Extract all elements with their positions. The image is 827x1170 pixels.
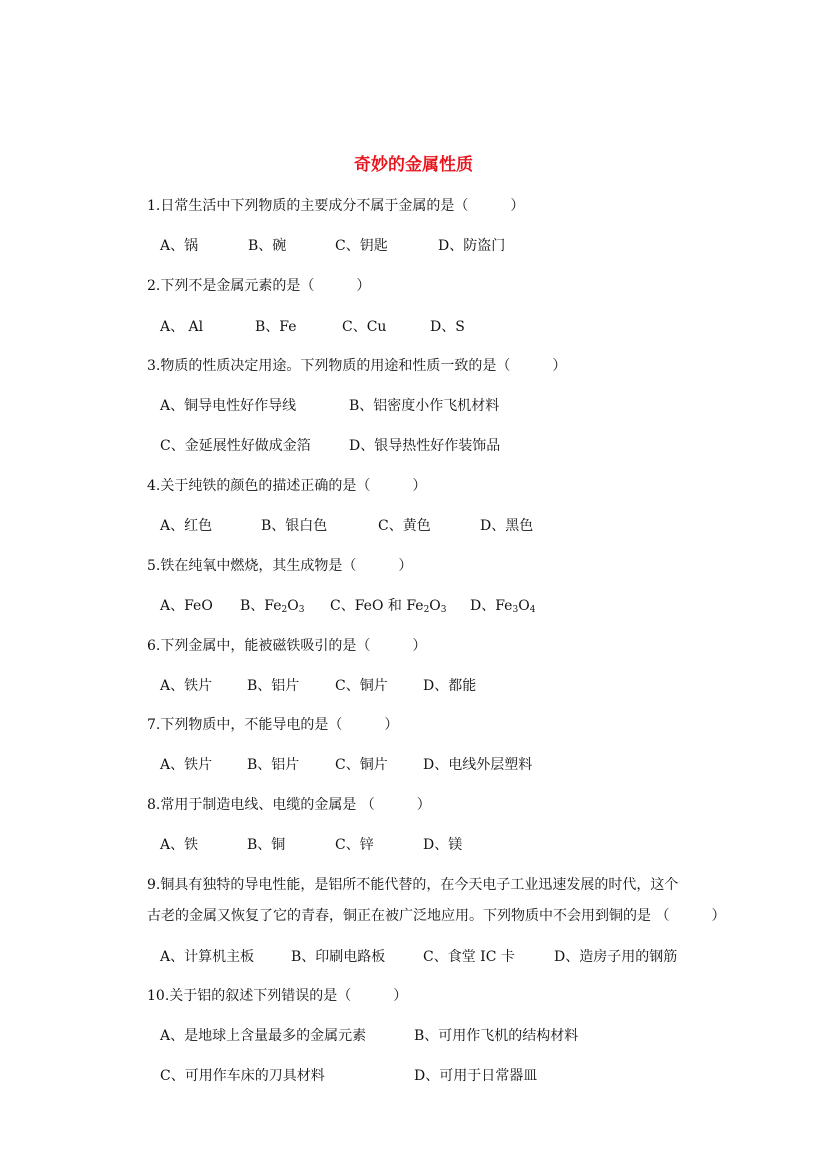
option-d: D、$Fe_3O_4$ xyxy=(470,598,536,615)
option-b: B、银白色 xyxy=(261,518,328,534)
option-b: B、Fe xyxy=(255,319,297,335)
question-6-stem: 6.下列金属中，能被磁铁吸引的是（ ） xyxy=(147,638,427,654)
option-d: D、S xyxy=(430,319,465,335)
question-8-stem: 8.常用于制造电线、电缆的金属是 （ ） xyxy=(147,797,431,813)
option-a: A、铜导电性好作导线 xyxy=(160,398,297,414)
page-title: 奇妙的金属性质 xyxy=(354,155,473,175)
option-c: C、Cu xyxy=(342,319,387,335)
option-d: D、造房子用的钢筋 xyxy=(554,949,678,965)
option-d: D、电线外层塑料 xyxy=(423,757,533,773)
option-d: D、防盗门 xyxy=(438,238,506,254)
option-d: D、银导热性好作装饰品 xyxy=(349,438,501,454)
option-c: C、铜片 xyxy=(335,678,388,694)
option-a: A、计算机主板 xyxy=(160,949,255,965)
question-9-stem-continued: 古老的金属又恢复了它的青春，铜正在被广泛地应用。下列物质中不会用到铜的是 （ ） xyxy=(147,908,726,924)
option-b: B、铜 xyxy=(247,837,286,853)
option-b: B、可用作飞机的结构材料 xyxy=(414,1028,579,1044)
option-d: D、都能 xyxy=(423,678,477,694)
option-a: A、锅 xyxy=(160,238,199,254)
option-a: A、FeO xyxy=(160,598,213,614)
option-a: A、是地球上含量最多的金属元素 xyxy=(160,1028,367,1044)
option-a: A、铁 xyxy=(160,837,199,853)
option-d: D、黑色 xyxy=(480,518,534,534)
question-9-stem: 9.铜具有独特的导电性能，是铝所不能代替的，在今天电子工业迅速发展的时代，这个 xyxy=(147,877,679,893)
option-c: C、FeO 和 $Fe_2O_3$ xyxy=(330,598,447,615)
option-b: B、$Fe_2O_3$ xyxy=(240,598,305,615)
option-b: B、铝片 xyxy=(247,678,300,694)
option-c: C、可用作车床的刀具材料 xyxy=(160,1068,325,1084)
option-d: D、可用于日常器皿 xyxy=(414,1068,538,1084)
option-b: B、印刷电路板 xyxy=(291,949,386,965)
option-a: A、红色 xyxy=(160,518,213,534)
question-10-stem: 10.关于铝的叙述下列错误的是（ ） xyxy=(147,988,408,1004)
option-a: A、铁片 xyxy=(160,757,213,773)
option-d: D、镁 xyxy=(423,837,463,853)
option-b: B、铝片 xyxy=(247,757,300,773)
question-2-stem: 2.下列不是金属元素的是（ ） xyxy=(147,278,371,294)
option-c: C、食堂 IC 卡 xyxy=(423,949,515,965)
option-c: C、锌 xyxy=(335,837,374,853)
question-3-stem: 3.物质的性质决定用途。下列物质的用途和性质一致的是（ ） xyxy=(147,358,567,374)
option-a: A、铁片 xyxy=(160,678,213,694)
option-c: C、钥匙 xyxy=(335,238,388,254)
option-b: B、碗 xyxy=(248,238,287,254)
question-7-stem: 7.下列物质中，不能导电的是（ ） xyxy=(147,717,399,733)
question-4-stem: 4.关于纯铁的颜色的描述正确的是（ ） xyxy=(147,478,427,494)
question-1-stem: 1.日常生活中下列物质的主要成分不属于金属的是（ ） xyxy=(147,198,525,214)
option-c: C、金延展性好做成金箔 xyxy=(160,438,311,454)
option-c: C、黄色 xyxy=(378,518,431,534)
question-5-stem: 5.铁在纯氧中燃烧，其生成物是（ ） xyxy=(147,558,413,574)
option-a: A、 Al xyxy=(160,319,204,335)
option-b: B、铝密度小作飞机材料 xyxy=(349,398,500,414)
option-c: C、铜片 xyxy=(335,757,388,773)
